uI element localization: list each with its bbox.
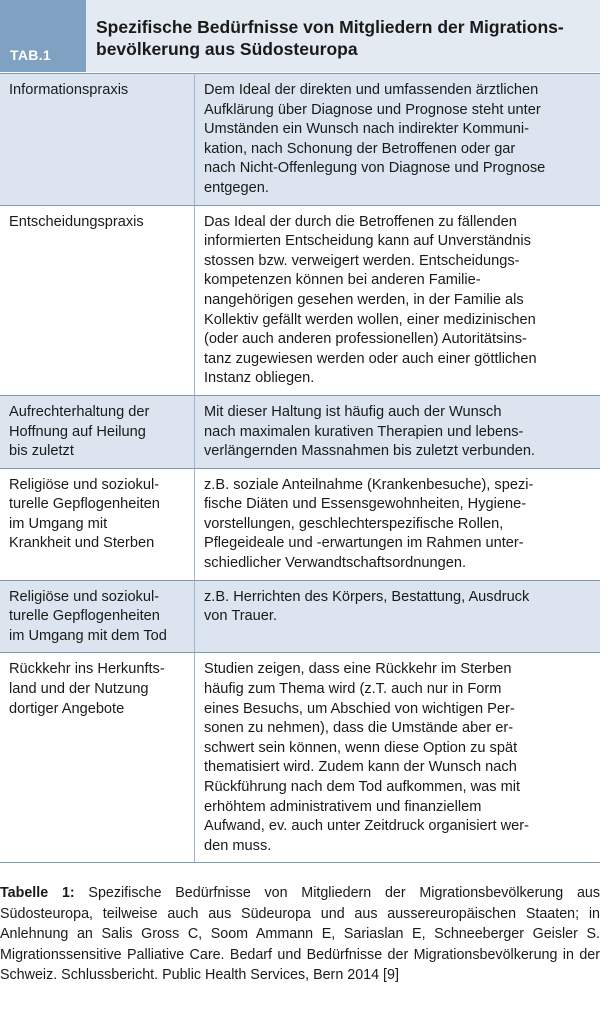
row-text-line: Aufklärung über Diagnose und Prognose steht unter <box>204 101 541 118</box>
row-label-cell <box>0 468 195 580</box>
table-row <box>0 74 600 206</box>
row-text-line: vorstellungen, geschlechterspezifische Rollen, <box>204 515 504 532</box>
table-header <box>0 0 600 72</box>
row-text-line: verlängernden Massnahmen bis zuletzt verbunden. <box>204 443 535 460</box>
table-row <box>0 395 600 468</box>
row-text-line: nach Nicht-Offenlegung von Diagnose und Prognose <box>204 160 546 177</box>
row-label-cell <box>0 653 195 863</box>
row-text-line: informierten Entscheidung kann auf Unverständnis <box>204 233 531 250</box>
row-text-line: (oder auch anderen professionellen) Autoritätsins- <box>204 331 527 348</box>
row-text-line: schwert sein können, wenn diese Option zu spät <box>204 739 518 756</box>
row-label-line: Informationspraxis <box>9 82 129 98</box>
row-label-line: Hoffnung auf Heilung <box>9 423 146 440</box>
row-text-line: stossen bzw. verweigert werden. Entscheidungs- <box>204 252 520 269</box>
row-label-line: Krankheit und Sterben <box>9 535 155 552</box>
table-row <box>0 653 600 863</box>
row-text-line: z.B. Herrichten des Körpers, Bestattung, Ausdruck <box>204 588 530 605</box>
table-row <box>0 580 600 653</box>
row-text-line: sonen zu nehmen), dass die Umstände aber er- <box>204 720 514 737</box>
row-text-line: Aufwand, ev. auch unter Zeitdruck organisiert wer- <box>204 818 529 835</box>
table-tab <box>0 0 86 72</box>
row-text-line: Kollektiv gefällt werden wollen, einer medizinischen <box>204 311 536 328</box>
row-text-line: Instanz obliegen. <box>204 370 315 387</box>
row-text-line: Mit dieser Haltung ist häufig auch der Wunsch <box>204 403 502 420</box>
row-label-line: Aufrechterhaltung der <box>9 403 150 420</box>
caption-label: Tabelle 1: <box>0 885 75 901</box>
row-text-line: häufig zum Thema wird (z.T. auch nur in Form <box>204 681 502 698</box>
row-text-cell <box>195 74 601 206</box>
row-label-line: Entscheidungspraxis <box>9 213 144 230</box>
row-label-line: im Umgang mit dem Tod <box>9 627 167 644</box>
row-text-line: den muss. <box>204 837 272 854</box>
row-label-line: Religiöse und soziokul- <box>9 476 160 493</box>
row-text-line: schiedlicher Verwandtschaftsordnungen. <box>204 555 467 572</box>
row-text-line: Das Ideal der durch die Betroffenen zu fällenden <box>204 213 517 230</box>
row-text-line: Pflegeideale und -erwartungen im Rahmen unter- <box>204 535 524 552</box>
row-text-line: thematisiert wird. Zudem kann der Wunsch nach <box>204 759 517 776</box>
row-text-line: von Trauer. <box>204 608 278 625</box>
row-text-line: fische Diäten und Essensgewohnheiten, Hygiene- <box>204 496 527 513</box>
row-label-cell <box>0 395 195 468</box>
row-label-line: turelle Gepflogenheiten <box>9 608 160 625</box>
needs-table <box>0 73 600 863</box>
row-text-line: kation, nach Schonung der Betroffenen oder gar <box>204 140 516 157</box>
row-text-line: Rückführung nach dem Tod aufkommen, was mit <box>204 779 521 795</box>
title-line: Spezifische Bedürfnisse von Mitgliedern der Migrations- <box>96 17 564 37</box>
row-text-line: nangehörigen gesehen werden, in der Familie als <box>204 291 524 308</box>
table-title <box>86 0 600 72</box>
row-label-line: turelle Gepflogenheiten <box>9 496 160 513</box>
row-label-line: bis zuletzt <box>9 443 74 460</box>
row-text-line: Dem Ideal der direkten und umfassenden ärztlichen <box>204 82 539 98</box>
row-label-line: Rückkehr ins Herkunfts- <box>9 661 165 678</box>
row-text-cell <box>195 395 601 468</box>
row-text-cell <box>195 653 601 863</box>
table-caption <box>0 883 600 986</box>
row-text-line: Umständen ein Wunsch nach indirekter Kommuni- <box>204 121 529 138</box>
table-body <box>0 74 600 863</box>
table-row <box>0 205 600 395</box>
row-text-line: erhöhtem administrativem und finanziellem <box>204 798 482 815</box>
row-text-line: Studien zeigen, dass eine Rückkehr im Sterben <box>204 661 512 678</box>
row-text-cell <box>195 205 601 395</box>
row-text-line: entgegen. <box>204 179 269 196</box>
title-line: bevölkerung aus Südosteuropa <box>96 39 358 59</box>
tab-label: TAB.1 <box>10 47 51 63</box>
row-text-line: nach maximalen kurativen Therapien und lebens- <box>204 423 524 440</box>
row-label-line: Religiöse und soziokul- <box>9 588 160 605</box>
row-text-cell <box>195 580 601 653</box>
row-label-line: im Umgang mit <box>9 515 108 532</box>
caption-text: Spezifische Bedürfnisse von Mitgliedern der Migrationsbevölkerung aus Südosteuropa, teilweise auch aus Südeuropa und aus aussereuropäischen Staaten; in Anlehnung an Salis Gross C, Soom Ammann E, Sariaslan E, Schneeberger Geisler S. Migrationssensitive Palliative Care. Bedarf und Bedürfnisse der Migrationsbevölkerung in der Schweiz. Schlussbericht. Public Health Services, Bern 2014 [9] <box>0 885 601 984</box>
row-label-cell <box>0 580 195 653</box>
row-text-cell <box>195 468 601 580</box>
row-label-line: land und der Nutzung <box>9 681 149 698</box>
row-label-cell <box>0 205 195 395</box>
row-text-line: z.B. soziale Anteilnahme (Krankenbesuche), spezi- <box>204 476 534 493</box>
row-label-line: dortiger Angebote <box>9 700 125 717</box>
table-row <box>0 468 600 580</box>
row-text-line: tanz zugewiesen werden oder auch einer göttlichen <box>204 350 537 367</box>
row-label-cell <box>0 74 195 206</box>
row-text-line: kompetenzen können bei anderen Familie- <box>204 272 481 289</box>
row-text-line: eines Besuchs, um Abschied von wichtigen Per- <box>204 700 515 717</box>
